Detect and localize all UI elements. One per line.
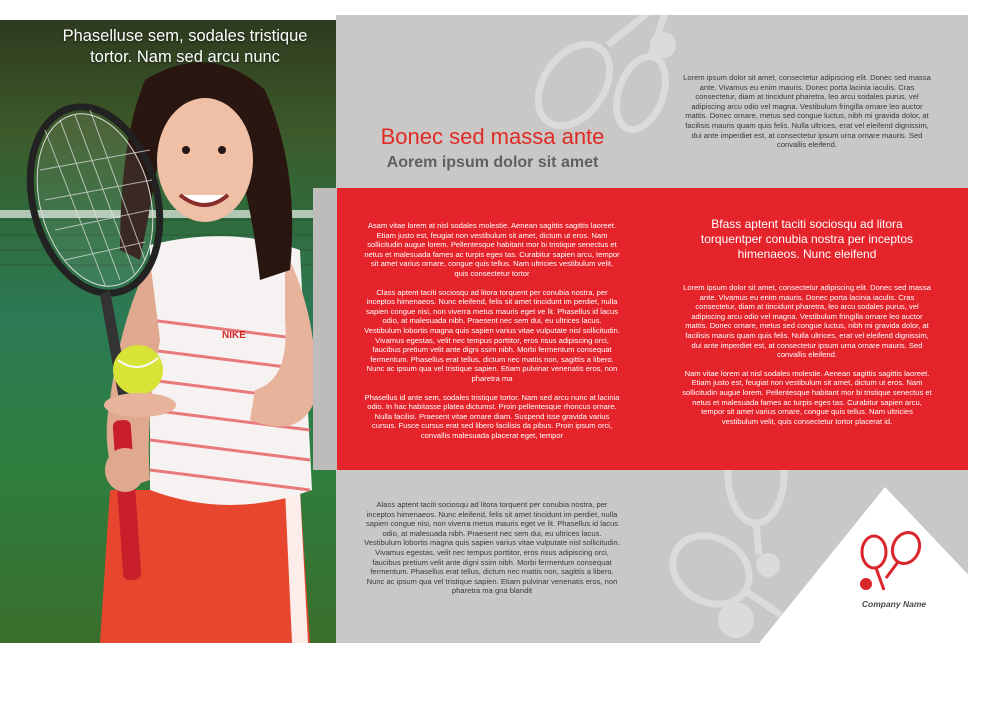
company-name: Company Name <box>861 599 927 609</box>
tennis-player-illustration <box>0 20 336 643</box>
shirt-logo: NIKE <box>222 330 246 341</box>
tennis-ball <box>113 345 163 395</box>
red-right-column <box>682 283 932 426</box>
red-right-paragraph-2: Nam vitae lorem at nisl sodales molestie. Aenean sagittis sagittis laoreet. Etiam justo est, feugiat non vestibulum sit amet, dictum ut eros. Nam sollicitudin augue lorem. Pellentesque habitant mor bi tristique senectus et netus et malesuada fames ac turpis eges tas. Curabitur sapien arcu, tempor sit amet varius ornare, congue quis tellus. Nam ultricies vestibulum velit, quis consectetur tortor placerat id. <box>682 368 932 426</box>
page-title: Bonec sed massa ante <box>380 124 605 149</box>
top-right-paragraph: Lorem ipsum dolor sit amet, consectetur adipiscing elit. Donec sed massa ante. Vivamus eu enim mauris. Donec porta lacinia iaculis. Cras consectetur, diam at tincidunt pharetra, leo arcu sodales purus, vel adipiscing arcu odio vel magna. Vestibulum fringilla ornare leo auctor mattis. Donec ornare, metus sed congue luctus, nibh mi gravida dolor, at facilisis mauris quam quis felis. Nulla ultrices, erat vel eleifend dignissim, dui ante imperdiet est, at consectetur ipsum urna ornare mauris. Sed convallis eleifend. <box>683 73 931 150</box>
page-subtitle: Aorem ipsum dolor sit amet <box>386 154 599 171</box>
bottom-left-paragraph: Alass aptent taciti sociosqu ad litora torquent per conubia nostra, per inceptos himenaeos. Nunc eleifend, felis sit amet tincidunt im perdiet, nulla sapien congue nisi, non viverra metus mauris eget ve lit. Phasellus id lacus odio, at malesuada nibh. Praesent nec sem dui, eu ultrices lacus. Vestibulum lobortis magna quis sapien varius vitae vulputate nisl sollicitudin. Vivamus egestas, velit nec tempus porttitor, eros risus adipiscing orci, faucibus pretium velit ante digni ssim nibh. Morbi fermentum consequat fermentum. Phasellus erat tellus, dictum nec mattis non, sagittis a libero. Nunc ac ipsum qua vel tristique sapien. Etiam pulvinar venenatis eros, non pharetra ma gna blandit <box>364 500 620 596</box>
photo-heading: Phaselluse sem, sodales tristique tortor. Nam sed arcu nunc <box>62 27 308 66</box>
red-left-paragraph-2: Class aptent taciti sociosqu ad litora torquent per conubia nostra, per inceptos himenaeos. Nunc eleifend, felis sit amet tincidunt im perdiet, nulla sapien congue nisi, non viverra metus mauris eget ve lit. Phasellus id lacus odio, at malesuada nibh. Praesent nec sem dui, eu ultrices lacus. Vestibulum lobortis magna quis sapien varius vitae vulputate nisl sollicitudin. Vivamus egestas, velit nec tempus porttitor, eros risus adipiscing orci, faucibus pretium velit ante digni ssim nibh. Morbi fermentum consequat fermentum. Phasellus erat tellus, dictum nec mattis non, sagittis a libero. Nunc ac ipsum qua vel tristique sapien. Etiam pulvinar venenatis eros, non pharetra ma <box>364 287 620 383</box>
red-right-paragraph-1: Lorem ipsum dolor sit amet, consectetur adipiscing elit. Donec sed massa ante. Vivamus eu enim mauris. Donec porta lacinia iaculis. Cras consectetur, diam at tincidunt pharetra, leo arcu sodales purus, vel adipiscing arcu odio vel magna. Vestibulum fringilla ornare leo auctor mattis. Donec ornare, metus sed congue luctus, nibh mi gravida dolor, at facilisis mauris quam quis felis. Nulla ultrices, erat vel eleifend dignissim, dui ante imperdiet est, at consectetur ipsum urna ornare mauris. Sed convallis eleifend. <box>683 283 931 360</box>
red-left-column <box>363 221 621 440</box>
panel-divider <box>313 188 337 470</box>
decorative-rackets-icon <box>516 15 686 135</box>
tennis-rackets-icon <box>856 530 932 596</box>
red-left-paragraph-1: Asam vitae lorem at nisl sodales molestie. Aenean sagittis sagittis laoreet. Etiam justo est, feugiat non vestibulum sit amet, dictum ut eros. Nam sollicitudin augue lorem. Pellentesque habitant mor bi tristique senectus et netus et malesuada fames ac turpis eges tas. Curabitur sapien arcu, tempor sit amet varius ornare, congue quis tellus. Nam ultricies vestibulum velit, quis consectetur tortor <box>364 221 620 278</box>
red-right-heading: Bfass aptent taciti sociosqu ad litora torquentper conubia nostra per inceptos himenaeos. Nunc eleifend <box>700 217 914 261</box>
red-left-paragraph-3: Phasellus id ante sem, sodales tristique tortor. Nam sed arcu nunc at lacinia odio. In hac habitasse platea dictumst. Proin pellentesque rhoncus ornare. Nulla facilisi. Praesent vitae ornare diam. Suspend isse gravida varius cursus. Fusce cursus erat sed libero facilisis da pibus. Proin ipsum orci, convallis malesuada placerat eget, tempor <box>364 392 620 440</box>
tennis-player-photo <box>0 20 336 643</box>
